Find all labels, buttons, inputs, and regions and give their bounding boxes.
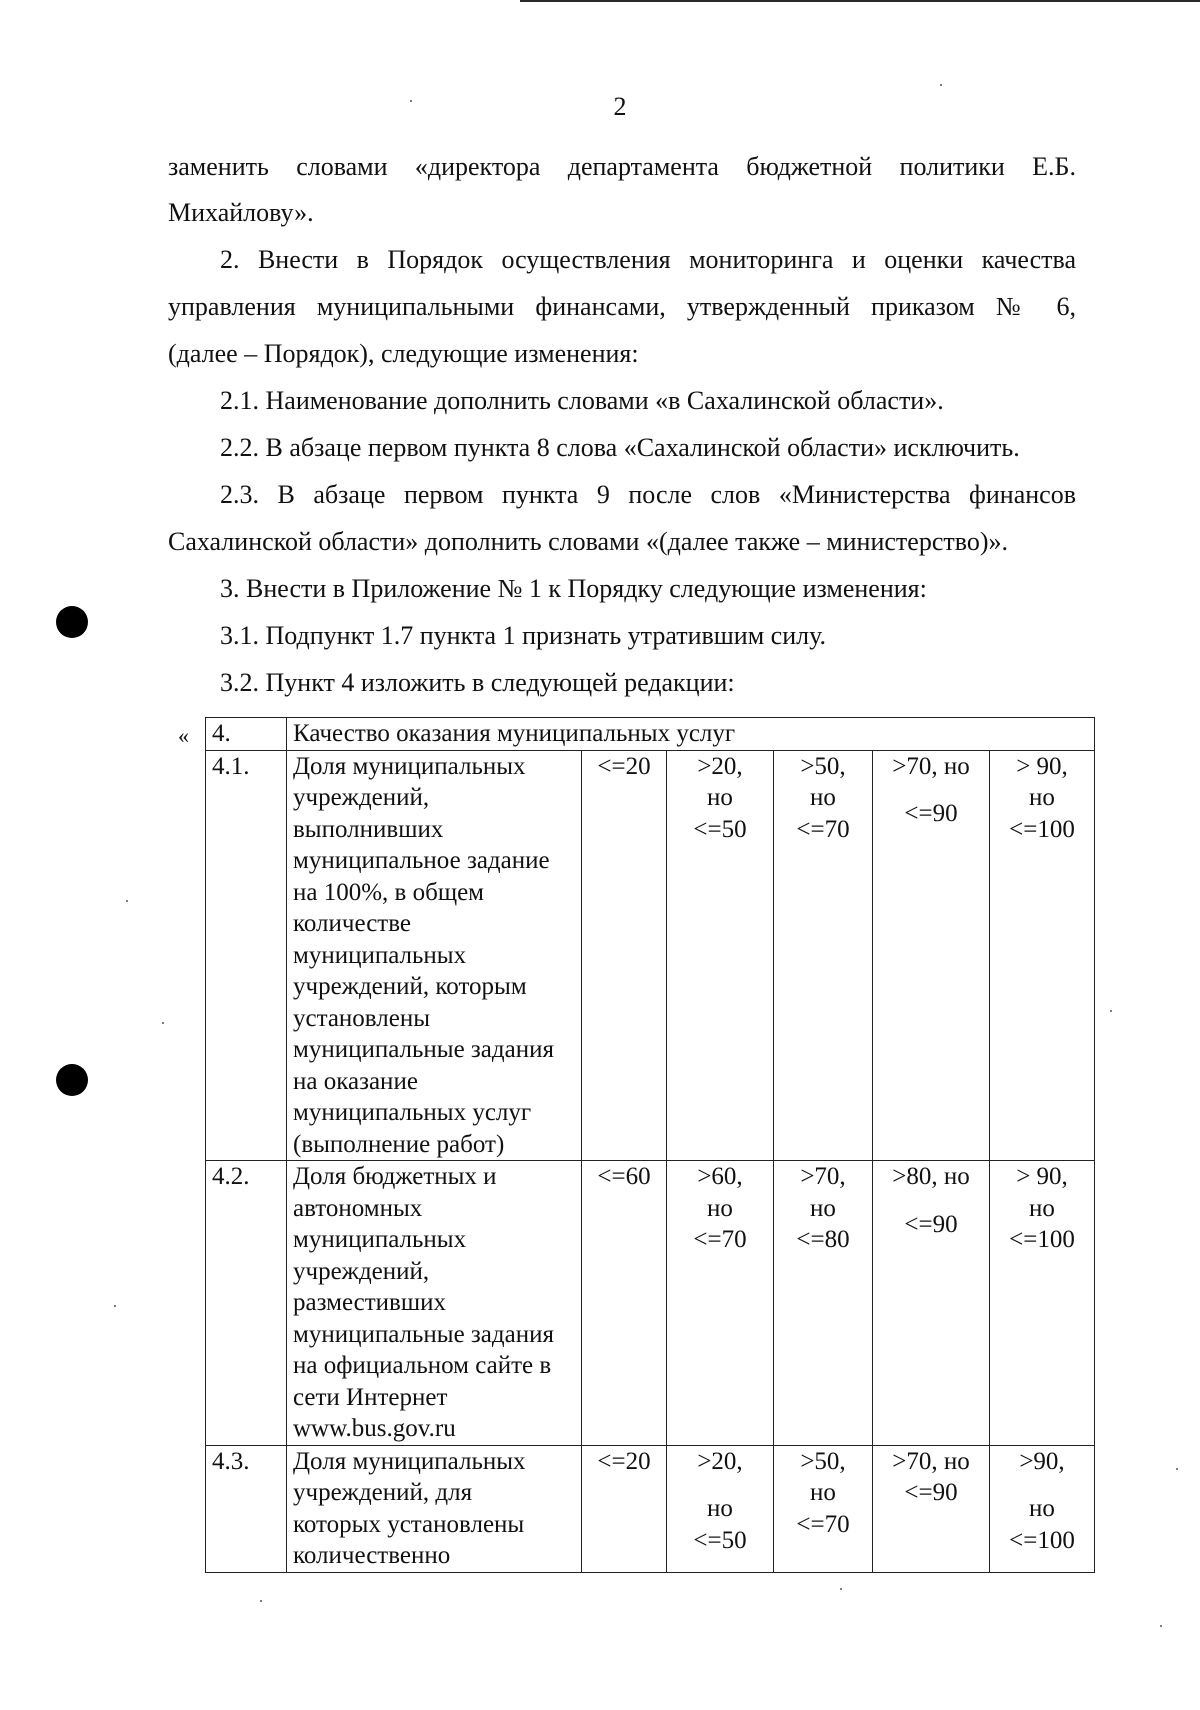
- score-value: >50,: [800, 752, 846, 780]
- section-number: 4.: [206, 718, 287, 751]
- description-line: муниципальных: [293, 1226, 467, 1253]
- description-line: которых установлены: [293, 1510, 525, 1538]
- paragraph-3: 3. Внести в Приложение № 1 к Порядку следующие изменения:: [220, 574, 927, 603]
- row-description: [287, 750, 582, 1161]
- description-line: разместивших: [293, 1289, 446, 1316]
- description-line: учреждений,: [293, 784, 430, 811]
- description-line: на 100%, в общем: [293, 878, 484, 906]
- score-value: но: [707, 1495, 733, 1522]
- score-value: <=100: [1009, 815, 1075, 843]
- punch-hole-top: [56, 606, 88, 638]
- score-value: >90,: [1019, 1447, 1065, 1475]
- scan-speck: [1160, 1625, 1162, 1627]
- table-row: [206, 750, 1095, 1161]
- paragraph-1-line-1: заменить словами «директора департамента бюджетной политики Е.Б.: [168, 152, 1076, 181]
- score-value: >60,: [697, 1163, 743, 1190]
- score-value: >70, но: [892, 1447, 970, 1475]
- score-value: <=80: [796, 1226, 850, 1253]
- score-value: >80, но: [892, 1163, 970, 1190]
- row-description: [287, 1161, 582, 1446]
- scan-speck: [126, 900, 128, 902]
- section-title: Качество оказания муниципальных услуг: [287, 718, 1095, 751]
- score-value: >70,: [800, 1163, 846, 1190]
- score-value: <=50: [693, 815, 747, 843]
- scan-speck: [940, 84, 942, 86]
- criteria-table: [205, 717, 1095, 1573]
- score-cell-1: [582, 1445, 667, 1572]
- description-line: муниципальных: [293, 941, 467, 969]
- score-value: но: [707, 1194, 733, 1222]
- score-value: >50,: [800, 1447, 846, 1475]
- paragraph-2-3-line-2: Сахалинской области» дополнить словами «(далее также – министерство)».: [168, 527, 1008, 556]
- score-value: <=50: [693, 1526, 747, 1554]
- score-value: <=60: [597, 1163, 651, 1190]
- score-value: >20,: [697, 752, 743, 780]
- page-number: 2: [613, 92, 627, 121]
- score-value: <=20: [597, 752, 651, 780]
- score-value: > 90,: [1016, 752, 1068, 780]
- description-line: установлены: [293, 1004, 431, 1032]
- score-value: <=70: [693, 1226, 747, 1253]
- row-number: 4.2.: [206, 1161, 287, 1446]
- scan-speck: [260, 1600, 262, 1602]
- score-cell-2: [667, 1445, 774, 1572]
- scan-speck: [162, 1022, 164, 1024]
- score-value: <=20: [597, 1447, 651, 1475]
- score-value: <=100: [1009, 1226, 1075, 1253]
- score-cell-1: [582, 750, 667, 1161]
- top-border-line: [520, 0, 1200, 2]
- paragraph-2-3-line-1: 2.3. В абзаце первом пункта 9 после слов «Министерства финансов: [220, 480, 1076, 509]
- score-cell-4: [873, 1445, 990, 1572]
- paragraph-1-line-2: Михайлову».: [168, 198, 314, 227]
- score-value: но: [1029, 784, 1055, 811]
- description-line: выполнивших: [293, 815, 444, 843]
- score-value: <=70: [796, 1510, 850, 1538]
- score-cell-2: [667, 750, 774, 1161]
- description-line: (выполнение работ): [293, 1130, 505, 1158]
- score-cell-3: [774, 1161, 873, 1446]
- score-value: >20,: [697, 1447, 743, 1475]
- description-line: Доля муниципальных: [293, 752, 526, 780]
- score-value: <=100: [1009, 1526, 1075, 1554]
- score-cell-4: [873, 750, 990, 1161]
- row-description: [287, 1445, 582, 1572]
- description-line: муниципальных услуг: [293, 1099, 532, 1126]
- scan-speck: [1176, 1468, 1178, 1470]
- score-value: >70, но: [892, 752, 970, 780]
- scan-speck: [410, 100, 412, 102]
- table-row: [206, 1445, 1095, 1572]
- opening-quote: «: [178, 723, 189, 748]
- score-value: но: [707, 784, 733, 811]
- description-line: сети Интернет: [293, 1383, 448, 1411]
- paragraph-3-1: 3.1. Подпункт 1.7 пункта 1 признать утратившим силу.: [220, 621, 826, 650]
- score-cell-5: [990, 1161, 1095, 1446]
- description-line: учреждений,: [293, 1257, 430, 1285]
- score-cell-3: [774, 750, 873, 1161]
- score-value: <=90: [904, 1210, 958, 1238]
- description-line: муниципальные задания: [293, 1036, 554, 1063]
- score-value: но: [810, 1194, 836, 1222]
- description-line: муниципальное задание: [293, 847, 550, 874]
- row-number: 4.1.: [206, 750, 287, 1161]
- row-number: 4.3.: [206, 1445, 287, 1572]
- score-cell-1: [582, 1161, 667, 1446]
- description-line: количественно: [293, 1542, 451, 1569]
- punch-hole-bottom: [56, 1064, 88, 1096]
- paragraph-3-2: 3.2. Пункт 4 изложить в следующей редакции:: [220, 668, 735, 697]
- description-line: www.bus.gov.ru: [293, 1415, 456, 1442]
- score-value: <=70: [796, 815, 850, 843]
- score-value: <=90: [904, 1479, 958, 1506]
- score-value: но: [1029, 1495, 1055, 1522]
- scan-speck: [114, 1305, 116, 1307]
- paragraph-2-1: 2.1. Наименование дополнить словами «в Сахалинской области».: [220, 386, 944, 415]
- description-line: Доля бюджетных и: [293, 1163, 497, 1190]
- description-line: количестве: [293, 910, 411, 937]
- paragraph-2-line-2: управления муниципальными финансами, утвержденный приказом № 6,: [168, 292, 1076, 321]
- paragraph-2-2: 2.2. В абзаце первом пункта 8 слова «Сахалинской области» исключить.: [220, 433, 1020, 462]
- description-line: на официальном сайте в: [293, 1352, 552, 1379]
- score-cell-5: [990, 750, 1095, 1161]
- score-cell-5: [990, 1445, 1095, 1572]
- scan-speck: [1110, 1010, 1112, 1012]
- description-line: муниципальные задания: [293, 1320, 554, 1348]
- score-cell-2: [667, 1161, 774, 1446]
- description-line: Доля муниципальных: [293, 1447, 526, 1475]
- score-value: <=90: [904, 800, 958, 827]
- description-line: автономных: [293, 1194, 423, 1222]
- score-value: > 90,: [1016, 1163, 1068, 1190]
- paragraph-2-line-3: (далее – Порядок), следующие изменения:: [168, 339, 639, 368]
- table-section-row: [206, 718, 1095, 751]
- score-cell-4: [873, 1161, 990, 1446]
- description-line: на оказание: [293, 1067, 418, 1095]
- scan-speck: [840, 1588, 842, 1590]
- score-cell-3: [774, 1445, 873, 1572]
- description-line: учреждений, для: [293, 1479, 473, 1506]
- score-value: но: [810, 1479, 836, 1506]
- score-value: но: [1029, 1194, 1055, 1222]
- score-value: но: [810, 784, 836, 811]
- table-row: [206, 1161, 1095, 1446]
- paragraph-2-line-1: 2. Внести в Порядок осуществления мониторинга и оценки качества: [220, 245, 1076, 274]
- description-line: учреждений, которым: [293, 973, 527, 1000]
